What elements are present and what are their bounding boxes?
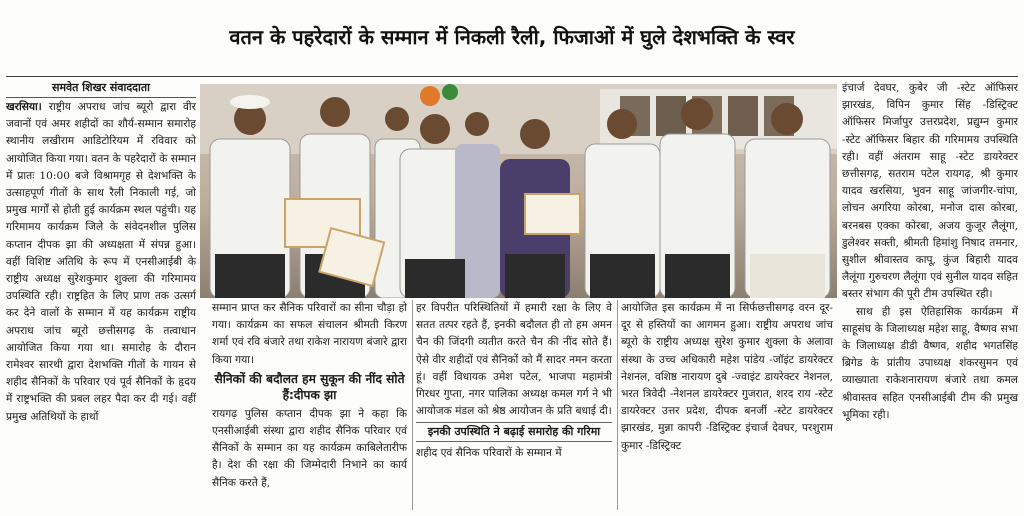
column-3: [416, 300, 612, 511]
column-5-text-1: इंचार्ज देवघर, कुबेर जी -स्टेट ऑफिसर झारखंड, विपिन कुमार सिंह -डिस्ट्रिक्ट ऑफिसर मिर्जापुर उत्तरप्रदेश, प्रद्युम्न कुमार -स्टेट ऑफिसर बिहार की गरिमामय उपस्थिति रही। वहीं अंतराम साहू -स्टेट डायरेक्टर छत्तीसगढ़, सतराम पटेल रायगढ़, श्री कुमार यादव खरसिया, भुवन साहू जांजगीर-चांपा, लोचन अगरिया कोरबा, मनोज दास कोरबा, बरनबस एक्का कोरबा, अजय कुजूर लैलूंगा, डुलेश्वर सक्ती, श्रीमती हिमांशु निषाद तमनार, सुशील श्रीवास्तव कापू, कुंज बिहारी यादव लैलूंगा गुरुचरण लैलूंगा एवं सुनील यादव सहित बस्तर संभाग की पूरी टीम उपस्थित रही।: [842, 82, 1018, 301]
group-photo-image: [200, 84, 837, 298]
column-2-text-2: रायगढ़ पुलिस कप्तान दीपक झा ने कहा कि एनसीआईबी संस्था द्वारा शहीद सैनिक परिवार एवं सैनिकों के सम्मान का यह कार्यक्रम काबिलेतारीफ है। देश की रक्षा की जिम्मेदारी निभाने का कार्य सैनिक करते हैं,: [212, 407, 407, 489]
byline: समवेत शिखर संवाददाता: [52, 81, 150, 94]
column-1: [6, 99, 196, 511]
column-2-text-1: सम्मान प्राप्त कर सैनिक परिवारों का सीना चौड़ा हो गया। कार्यक्रम का सफल संचालन श्रीमती किरण शर्मा एवं रवि बंजारे तथा राकेश नारायण बंजारे द्वारा किया गया।: [212, 302, 407, 366]
column-divider: [412, 300, 413, 510]
column-3-text-2: शहीद एवं सैनिक परिवारों के सम्मान में: [416, 447, 562, 460]
news-photo: [200, 84, 837, 298]
headline-rule: [6, 76, 1018, 77]
column-2-subhead: सैनिकों की बदौलत हम सुकून की नींद सोते हैं:दीपक झा: [214, 371, 405, 402]
headline: वतन के पहरेदारों के सम्मान में निकली रैली, फिजाओं में घुले देशभक्ति के स्वर: [229, 24, 795, 49]
dateline: खरसिया।: [6, 101, 42, 113]
column-5-text-2: साथ ही इस ऐतिहासिक कार्यक्रम में साहूसंघ के जिलाध्यक्ष महेश साहू, वैष्णव सभा के जिलाध्यक्ष डीडी वैष्णव, शहीद भगतसिंह ब्रिगेड के प्रांतीय उपाध्यक्ष शंकरसुमन एवं व्याख्याता राकेशनारायण बंजारे तथा कमल श्रीवास्तव सहित एनसीआईबी टीम की प्रमुख भूमिका रही।: [842, 305, 1018, 421]
byline-rule: [6, 97, 196, 98]
column-1-text: राष्ट्रीय अपराध जांच ब्यूरो द्वारा वीर जवानों एवं अमर शहीदों का शौर्य-सम्मान समारोह स्थानीय लखीराम आडिटोरियम में रविवार को आयोजित किया गया। वतन के पहरेदारों के सम्मान में प्रातः 10:00 बजे विश्रामगृह से देशभक्ति के उत्साहपूर्ण गीतों के साथ रैली निकाली गई, जो प्रमुख मार्गों से होती हुई कार्यक्रम स्थल पहुंची। यह गरिमामय कार्यक्रम जिले के संवेदनशील पुलिस कप्तान दीपक झा की अध्यक्षता में संपन्न हुआ। वहीं विशिष्ट अतिथि के रूप में एनसीआईबी के राष्ट्रीय अध्यक्ष सुरेशकुमार शुक्ला की गरिमामय उपस्थिति रही। राष्ट्रहित के लिए प्राण तक उत्सर्ग कर देने वालों के सम्मान में यह कार्यक्रम राष्ट्रीय अपराध जांच ब्यूरो छत्तीसगढ़ के तत्वाधान आयोजित किया गया था। समारोह के दौरान रामेश्वर सारथी द्वारा देशभक्ति गीतों के गायन से शहीद सैनिकों के परिवार एवं पूर्व सैनिकों के हृदय में राष्ट्रभक्ति की प्रबल लहर पैदा कर दी गई। वहीं प्रमुख अतिथियों के हाथों: [6, 101, 196, 423]
column-2: [212, 300, 407, 511]
column-1-paragraph: [6, 99, 196, 426]
column-5: [842, 80, 1018, 511]
column-4: [621, 300, 833, 511]
column-3-text-1: हर विपरीत परिस्थितियों में हमारी रक्षा के लिए वे सतत तत्पर रहते हैं, इनकी बदौलत ही तो हम अमन चैन की जिंदगी व्यतीत करते चैन की नींद सोते हैं। ऐसे वीर शहीदों एवं सैनिकों को मैं सादर नमन करता हूं। वहीं विधायक उमेश पटेल, भाजपा महामंत्री गिरधर गुप्ता, नगर पालिका अध्यक्ष कमल गर्ग ने भी आयोजक मंडल को श्रेष्ठ आयोजन के प्रति बधाई दी।: [416, 302, 612, 418]
column-divider: [617, 300, 618, 510]
column-4-text: आयोजित इस कार्यक्रम में ना सिर्फछत्तीसगढ़ वरन दूर-दूर से हस्तियों का आगमन हुआ। राष्ट्रीय अपराध जांच ब्यूरो के राष्ट्रीय अध्यक्ष सुरेश कुमार शुक्ला के अलावा संस्था के उच्च अधिकारी महेश पांडेय -जॉइंट डायरेक्टर नेशनल, वशिष्ठ नारायण दुबे -ज्वाइंट डायरेक्टर नेशनल, भरत त्रिवेदी -नेशनल डायरेक्टर गुजरात, शरद राय -स्टेट डायरेक्टर उत्तर प्रदेश, दीपक बनर्जी -स्टेट डायरेक्टर झारखंड, मुन्ना कापरी -डिस्ट्रिक्ट इंचार्ज देवघर, परशुराम कुमार -डिस्ट्रिक्ट: [621, 302, 833, 452]
column-3-subhead: इनकी उपस्थिति ने बढ़ाई समारोह की गरिमा: [416, 422, 612, 442]
